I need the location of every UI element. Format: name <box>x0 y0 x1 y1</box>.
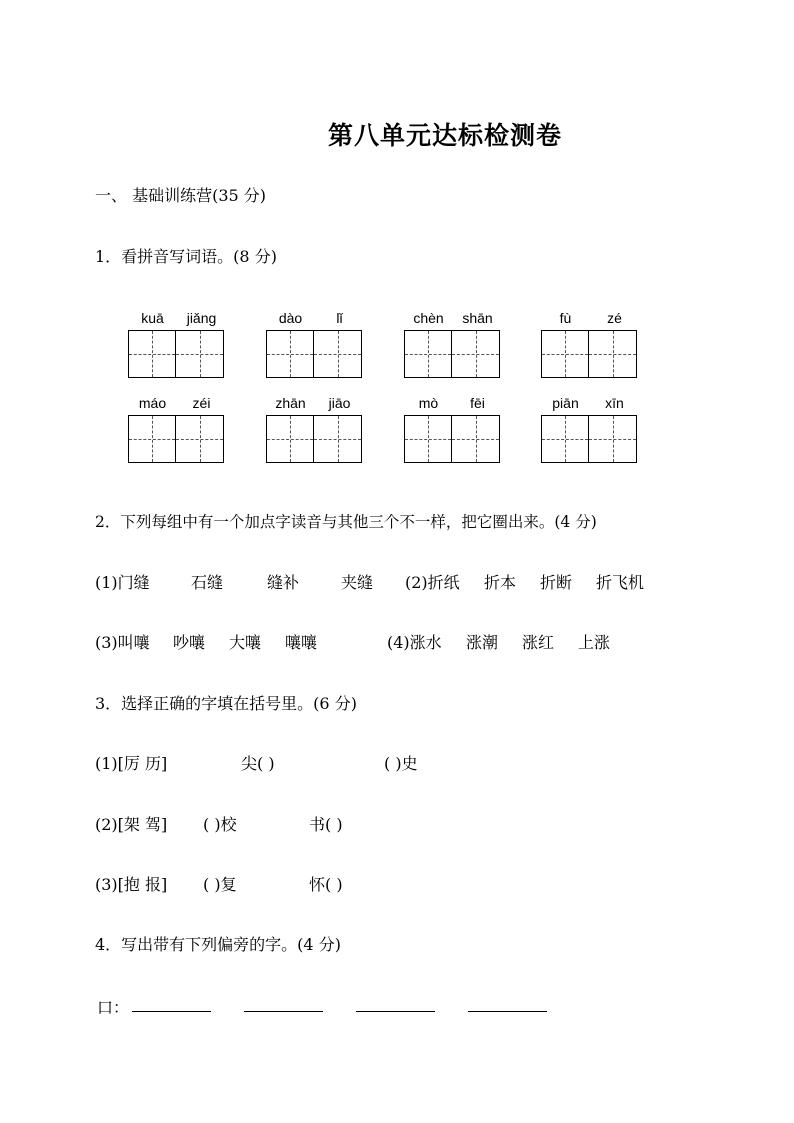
pinyin-syllable: jiāo <box>328 395 351 411</box>
pinyin-word-7 <box>404 395 502 463</box>
fill-blank[interactable]: ( )复 <box>203 875 237 894</box>
answer-blank[interactable] <box>356 1011 435 1012</box>
word-option[interactable]: (3)叫嚷 <box>95 633 150 652</box>
word-option[interactable]: (4)涨水 <box>387 633 442 652</box>
fill-blank[interactable]: ( )校 <box>203 815 237 834</box>
question-1-prompt: 1．看拼音写词语。(8 分) <box>95 247 277 266</box>
word-option[interactable]: 缝补 <box>267 573 300 592</box>
pinyin-syllable: piān <box>552 395 579 411</box>
pinyin-syllable: fēi <box>470 395 485 411</box>
pinyin-word-1 <box>128 310 226 378</box>
fill-blank[interactable]: 书( ) <box>309 815 343 834</box>
pinyin-syllable: zéi <box>192 395 211 411</box>
writing-box[interactable] <box>128 415 176 463</box>
radical-label: 口： <box>97 998 130 1017</box>
word-option[interactable]: 涨潮 <box>466 633 499 652</box>
pinyin-word-8 <box>541 395 639 463</box>
fill-blank[interactable]: ( )史 <box>384 754 418 773</box>
answer-blank[interactable] <box>468 1011 547 1012</box>
pinyin-syllable: dào <box>278 310 303 326</box>
question-3-prompt: 3．选择正确的字填在括号里。(6 分) <box>95 694 357 713</box>
writing-box[interactable] <box>314 415 362 463</box>
fill-blank[interactable]: 尖( ) <box>241 754 275 773</box>
pinyin-syllable: jiǎng <box>186 310 217 326</box>
writing-box[interactable] <box>541 330 589 378</box>
pinyin-syllable: máo <box>138 395 167 411</box>
writing-box[interactable] <box>314 330 362 378</box>
word-option[interactable]: 上涨 <box>578 633 611 652</box>
word-option[interactable]: 吵嚷 <box>173 633 206 652</box>
pinyin-word-6 <box>266 395 364 463</box>
writing-box[interactable] <box>176 330 224 378</box>
answer-blank[interactable] <box>132 1011 211 1012</box>
question-2-prompt: 2．下列每组中有一个加点字读音与其他三个不一样，把它圈出来。(4 分) <box>95 513 597 531</box>
pinyin-syllable: zhān <box>275 395 306 411</box>
writing-box[interactable] <box>266 330 314 378</box>
word-option[interactable]: 石缝 <box>191 573 224 592</box>
choice-label: (3)[抱 报] <box>95 875 168 894</box>
word-option[interactable]: 夹缝 <box>341 573 374 592</box>
writing-box[interactable] <box>404 330 452 378</box>
pinyin-syllable: zé <box>607 310 622 326</box>
word-option[interactable]: (1)门缝 <box>95 573 150 592</box>
pinyin-syllable: fù <box>559 310 572 326</box>
word-option[interactable]: 涨红 <box>522 633 555 652</box>
pinyin-syllable: kuā <box>141 310 164 326</box>
writing-box[interactable] <box>541 415 589 463</box>
writing-box[interactable] <box>176 415 224 463</box>
pinyin-syllable: lǐ <box>336 310 343 326</box>
writing-box[interactable] <box>266 415 314 463</box>
pinyin-word-2 <box>266 310 364 378</box>
word-option[interactable]: (2)折纸 <box>405 573 460 592</box>
word-option[interactable]: 折飞机 <box>596 573 645 592</box>
section-heading: 一、 基础训练营(35 分) <box>95 186 267 205</box>
pinyin-syllable: shān <box>462 310 493 326</box>
fill-blank[interactable]: 怀( ) <box>309 875 343 894</box>
pinyin-syllable: chèn <box>413 310 444 326</box>
pinyin-syllable: mò <box>418 395 439 411</box>
pinyin-word-5 <box>128 395 226 463</box>
answer-blank[interactable] <box>244 1011 323 1012</box>
question-4-prompt: 4．写出带有下列偏旁的字。(4 分) <box>95 935 341 954</box>
pinyin-syllable: xīn <box>605 395 624 411</box>
pinyin-word-4 <box>541 310 639 378</box>
word-option[interactable]: 嚷嚷 <box>285 633 318 652</box>
writing-box[interactable] <box>452 415 500 463</box>
writing-box[interactable] <box>452 330 500 378</box>
writing-box[interactable] <box>589 330 637 378</box>
word-option[interactable]: 折本 <box>484 573 517 592</box>
choice-label: (2)[架 驾] <box>95 815 168 834</box>
choice-label: (1)[厉 历] <box>95 754 168 773</box>
word-option[interactable]: 大嚷 <box>229 633 262 652</box>
writing-box[interactable] <box>128 330 176 378</box>
word-option[interactable]: 折断 <box>540 573 573 592</box>
writing-box[interactable] <box>404 415 452 463</box>
pinyin-word-3 <box>404 310 502 378</box>
writing-box[interactable] <box>589 415 637 463</box>
page-title: 第八单元达标检测卷 <box>327 121 562 150</box>
